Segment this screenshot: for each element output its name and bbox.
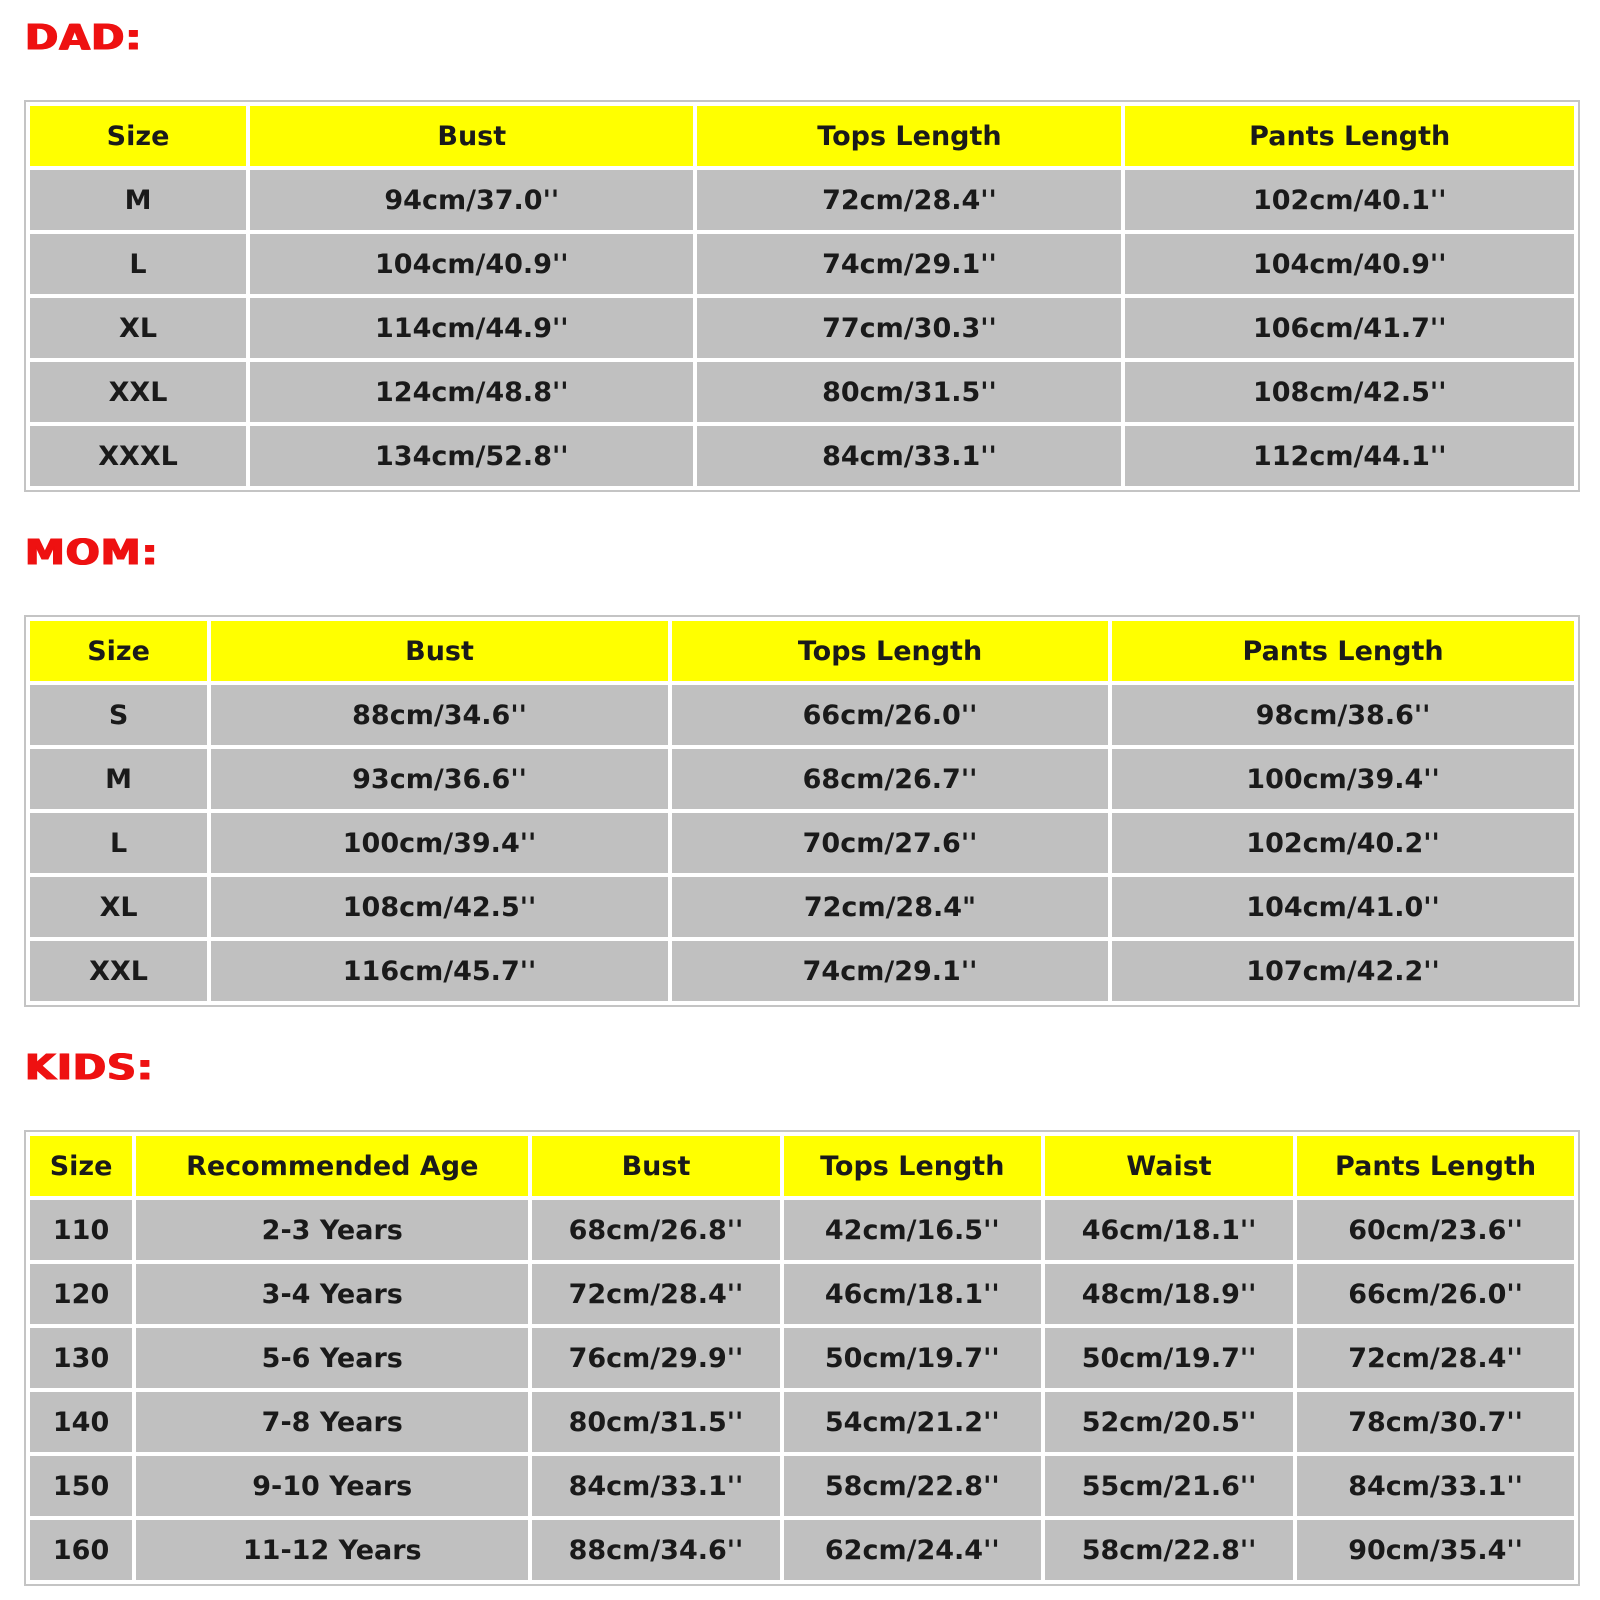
column-header-size: Size	[30, 106, 246, 166]
column-header-pants-length: Pants Length	[1112, 621, 1574, 681]
cell-pants-length: 104cm/41.0''	[1112, 877, 1574, 937]
cell-pants-length: 112cm/44.1''	[1125, 426, 1574, 486]
table-row	[30, 941, 1574, 1001]
cell-pants-length: 72cm/28.4''	[1297, 1328, 1574, 1388]
cell-bust: 124cm/48.8''	[250, 362, 693, 422]
cell-tops-length: 66cm/26.0''	[672, 685, 1108, 745]
cell-bust: 94cm/37.0''	[250, 170, 693, 230]
cell-waist: 50cm/19.7''	[1045, 1328, 1293, 1388]
cell-waist: 46cm/18.1''	[1045, 1200, 1293, 1260]
cell-waist: 48cm/18.9''	[1045, 1264, 1293, 1324]
table-header-row	[30, 621, 1574, 681]
cell-pants-length: 104cm/40.9''	[1125, 234, 1574, 294]
cell-bust: 114cm/44.9''	[250, 298, 693, 358]
cell-waist: 55cm/21.6''	[1045, 1456, 1293, 1516]
table-header-row	[30, 106, 1574, 166]
column-header-pants-length: Pants Length	[1297, 1136, 1574, 1196]
cell-size: S	[30, 685, 207, 745]
column-header-waist: Waist	[1045, 1136, 1293, 1196]
table-row	[30, 1456, 1574, 1516]
cell-tops-length: 74cm/29.1''	[697, 234, 1121, 294]
cell-bust: 88cm/34.6''	[211, 685, 668, 745]
cell-pants-length: 100cm/39.4''	[1112, 749, 1574, 809]
cell-tops-length: 46cm/18.1''	[784, 1264, 1041, 1324]
table-row	[30, 426, 1574, 486]
cell-bust: 84cm/33.1''	[532, 1456, 779, 1516]
cell-size: 130	[30, 1328, 132, 1388]
table-row	[30, 1264, 1574, 1324]
mom-section-title: MOM:	[25, 532, 159, 574]
cell-size: L	[30, 234, 246, 294]
cell-recommended-age: 3-4 Years	[136, 1264, 528, 1324]
cell-pants-length: 102cm/40.2''	[1112, 813, 1574, 873]
cell-size: 150	[30, 1456, 132, 1516]
table-row	[30, 685, 1574, 745]
table-row	[30, 813, 1574, 873]
table-row	[30, 170, 1574, 230]
column-header-tops-length: Tops Length	[784, 1136, 1041, 1196]
table-row	[30, 362, 1574, 422]
dad-size-table	[24, 100, 1580, 492]
cell-size: 120	[30, 1264, 132, 1324]
cell-size: 110	[30, 1200, 132, 1260]
column-header-tops-length: Tops Length	[697, 106, 1121, 166]
table-row	[30, 1328, 1574, 1388]
table-row	[30, 877, 1574, 937]
kids-size-table	[24, 1130, 1580, 1586]
cell-recommended-age: 5-6 Years	[136, 1328, 528, 1388]
column-header-tops-length: Tops Length	[672, 621, 1108, 681]
cell-bust: 134cm/52.8''	[250, 426, 693, 486]
column-header-size: Size	[30, 1136, 132, 1196]
column-header-bust: Bust	[532, 1136, 779, 1196]
cell-tops-length: 72cm/28.4"	[672, 877, 1108, 937]
cell-recommended-age: 9-10 Years	[136, 1456, 528, 1516]
mom-size-table	[24, 615, 1580, 1007]
cell-tops-length: 54cm/21.2''	[784, 1392, 1041, 1452]
cell-size: L	[30, 813, 207, 873]
column-header-bust: Bust	[250, 106, 693, 166]
cell-tops-length: 62cm/24.4''	[784, 1520, 1041, 1580]
cell-size: M	[30, 749, 207, 809]
cell-bust: 100cm/39.4''	[211, 813, 668, 873]
cell-pants-length: 98cm/38.6''	[1112, 685, 1574, 745]
cell-bust: 104cm/40.9''	[250, 234, 693, 294]
cell-bust: 76cm/29.9''	[532, 1328, 779, 1388]
column-header-pants-length: Pants Length	[1125, 106, 1574, 166]
cell-pants-length: 108cm/42.5''	[1125, 362, 1574, 422]
cell-tops-length: 72cm/28.4''	[697, 170, 1121, 230]
cell-tops-length: 42cm/16.5''	[784, 1200, 1041, 1260]
cell-tops-length: 74cm/29.1''	[672, 941, 1108, 1001]
cell-pants-length: 107cm/42.2''	[1112, 941, 1574, 1001]
cell-pants-length: 90cm/35.4''	[1297, 1520, 1574, 1580]
cell-bust: 68cm/26.8''	[532, 1200, 779, 1260]
cell-recommended-age: 7-8 Years	[136, 1392, 528, 1452]
cell-bust: 80cm/31.5''	[532, 1392, 779, 1452]
cell-size: XXL	[30, 941, 207, 1001]
cell-pants-length: 84cm/33.1''	[1297, 1456, 1574, 1516]
table-row	[30, 749, 1574, 809]
cell-tops-length: 77cm/30.3''	[697, 298, 1121, 358]
cell-bust: 108cm/42.5''	[211, 877, 668, 937]
table-header-row	[30, 1136, 1574, 1196]
cell-tops-length: 84cm/33.1''	[697, 426, 1121, 486]
cell-waist: 58cm/22.8''	[1045, 1520, 1293, 1580]
cell-waist: 52cm/20.5''	[1045, 1392, 1293, 1452]
cell-bust: 88cm/34.6''	[532, 1520, 779, 1580]
table-row	[30, 1392, 1574, 1452]
column-header-recommended-age: Recommended Age	[136, 1136, 528, 1196]
cell-bust: 116cm/45.7''	[211, 941, 668, 1001]
table-row	[30, 298, 1574, 358]
cell-size: XXL	[30, 362, 246, 422]
cell-size: XL	[30, 877, 207, 937]
table-row	[30, 234, 1574, 294]
dad-section-title: DAD:	[25, 17, 143, 59]
cell-pants-length: 102cm/40.1''	[1125, 170, 1574, 230]
cell-recommended-age: 2-3 Years	[136, 1200, 528, 1260]
cell-recommended-age: 11-12 Years	[136, 1520, 528, 1580]
cell-size: XL	[30, 298, 246, 358]
column-header-size: Size	[30, 621, 207, 681]
cell-tops-length: 50cm/19.7''	[784, 1328, 1041, 1388]
column-header-bust: Bust	[211, 621, 668, 681]
cell-size: M	[30, 170, 246, 230]
cell-bust: 93cm/36.6''	[211, 749, 668, 809]
kids-section-title: KIDS:	[25, 1047, 154, 1089]
cell-tops-length: 58cm/22.8''	[784, 1456, 1041, 1516]
cell-bust: 72cm/28.4''	[532, 1264, 779, 1324]
cell-pants-length: 106cm/41.7''	[1125, 298, 1574, 358]
cell-size: 140	[30, 1392, 132, 1452]
table-row	[30, 1200, 1574, 1260]
cell-tops-length: 68cm/26.7''	[672, 749, 1108, 809]
cell-size: XXXL	[30, 426, 246, 486]
cell-pants-length: 66cm/26.0''	[1297, 1264, 1574, 1324]
cell-tops-length: 80cm/31.5''	[697, 362, 1121, 422]
cell-pants-length: 78cm/30.7''	[1297, 1392, 1574, 1452]
cell-size: 160	[30, 1520, 132, 1580]
table-row	[30, 1520, 1574, 1580]
cell-tops-length: 70cm/27.6''	[672, 813, 1108, 873]
cell-pants-length: 60cm/23.6''	[1297, 1200, 1574, 1260]
